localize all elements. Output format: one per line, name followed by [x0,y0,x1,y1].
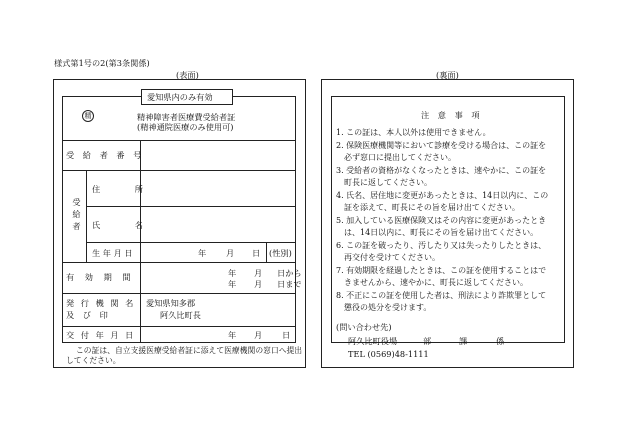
dept-label: 部 [423,336,432,346]
rule [140,140,141,343]
notes-title: 注 意 事 項 [421,110,483,120]
note-line: 再交付を受けてください。 [344,253,440,262]
rule [62,293,296,294]
rule [86,206,296,207]
name-label: 氏 名 [92,220,159,230]
validity-from: 日から [277,268,302,278]
gender-label: (性別) [269,248,292,258]
card-title: 精神障害者医療費受給者証 [137,112,236,122]
form-number: 様式第1号の2(第3条関係) [54,58,150,68]
note-line: 証を添えて、町長にその旨を届け出てください。 [344,203,520,212]
issuer-name-1: 愛知県知多郡 [146,298,196,308]
issue-day: 日 [282,330,291,340]
footnote-line-1: この証は、自立支援医療受給者証に添えて医療機関の窓口へ提出 [76,346,303,355]
validity-from-year: 年 [228,268,237,278]
issuer-label-2: 及 び 印 [66,310,111,320]
card-subtitle: (精神通院医療のみ使用可) [137,122,234,132]
validity-label: 有 効 期 間 [66,272,135,282]
phone-number: TEL (0569)48-1111 [348,349,429,359]
rule [62,140,296,141]
birth-year: 年 [198,248,207,258]
validity-until-year: 年 [228,279,237,289]
rule [86,170,87,262]
address-label: 住 所 [92,184,159,194]
footnote-line-2: してください。 [66,356,121,365]
section-label: 課 [459,336,468,346]
validity-from-month: 月 [254,268,263,278]
rule [62,170,296,171]
note-line: 3. 受給者の資格がなくなったときは、速やかに、この証を [336,166,547,175]
inquiry-label: (問い合わせ先) [336,322,392,332]
note-line: 懲役の処分を受けます。 [344,303,432,312]
office-name: 阿久比町役場 [348,336,398,346]
issuer-name-2: 阿久比町長 [160,310,201,320]
note-line: きませんから、速やかに、町長に返してください。 [344,278,528,287]
note-line: 2. 保険医療機関等において診療を受ける場合は、この証を [336,141,547,150]
note-line: 7. 有効期限を経過したときは、この証を使用することはで [336,266,547,275]
validity-until-month: 月 [254,279,263,289]
valid-area-text: 愛知県内のみ有効 [147,92,213,102]
note-line: 6. この証を破ったり、汚したり又は失ったりしたときは、 [336,241,547,250]
birthdate-label: 生 年 月 日 [92,248,133,258]
note-line: 5. 加入している医療保険又はその内容に変更があったとき [336,216,547,225]
note-line: 町長に返してください。 [344,178,432,187]
issue-month: 月 [254,330,263,340]
rule [62,326,296,327]
issue-date-label: 交 付 年 月 日 [66,330,136,340]
back-side-label: (裏面) [436,70,459,80]
rule [62,262,296,263]
note-line: 必ず窓口に提出してください。 [344,153,456,162]
note-line: 8. 不正にこの証を使用した者は、刑法により詐欺罪として [336,291,547,300]
recipient-number-label: 受 給 者 番 号 [66,150,145,160]
note-line: 4. 氏名、居住地に変更があったときは、14日以内に、この [336,191,549,200]
issuer-label-1: 発 行 機 関 名 [66,298,136,308]
front-side-label: (表面) [176,70,199,80]
seal-mark: 精 [82,110,94,122]
birth-month: 月 [226,248,235,258]
rule [266,242,267,262]
recipient-label: 受給者 [72,197,81,231]
note-line: は、14日以内に、町長にその旨を届け出てください。 [344,228,539,237]
birth-day: 日 [252,248,261,258]
staff-label: 係 [496,336,505,346]
rule [86,242,296,243]
validity-until: 日まで [277,279,302,289]
note-line: 1. この証は、本人以外は使用できません。 [336,128,491,137]
issue-year: 年 [228,330,237,340]
